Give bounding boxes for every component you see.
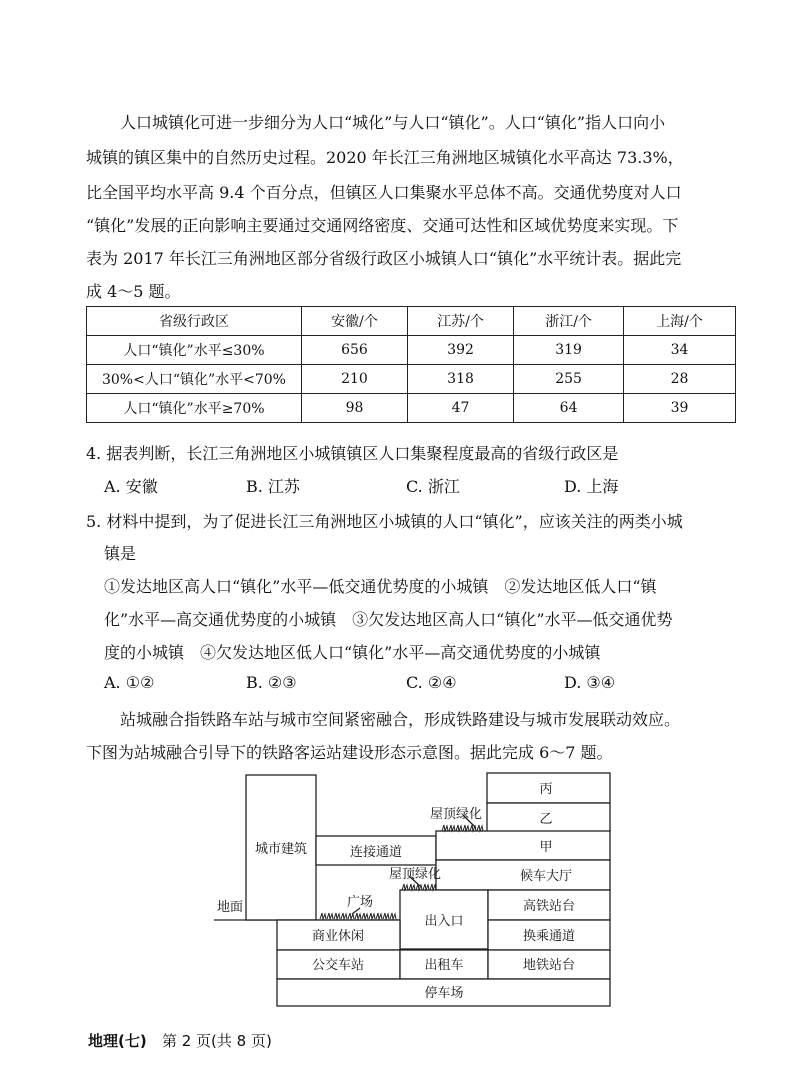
table-header: 安徽/个: [301, 307, 407, 336]
bing-label: 丙: [539, 782, 553, 797]
table-cell: 64: [514, 394, 624, 423]
table-cell: 318: [408, 365, 514, 394]
table-cell: 47: [408, 394, 514, 423]
option-a: A. ①②: [104, 673, 155, 692]
metro-label: 地铁站台: [522, 958, 576, 973]
option-a: A. 安徽: [104, 477, 158, 496]
text-line: “镇化”发展的正向影响主要通过交通网络密度、交通可达性和区域优势度来实现。下: [86, 216, 679, 235]
table-cell: 34: [624, 336, 736, 365]
page-footer: [88, 1030, 272, 1051]
commercial-label: 商业休闲: [311, 929, 365, 944]
option-b: B. 江苏: [246, 477, 300, 496]
roof-green-top-label: 屋顶绿化: [429, 807, 483, 822]
taxi-label: 出租车: [424, 958, 464, 973]
table-cell: 39: [624, 394, 736, 423]
question-stem: 4. 据表判断，长江三角洲地区小城镇镇区人口集聚程度最高的省级行政区是: [86, 444, 619, 463]
waiting-hall-label: 候车大厅: [519, 869, 573, 884]
roof-green-top-grass: [442, 825, 483, 831]
connector-label: 连接通道: [349, 845, 403, 860]
table-cell: 319: [514, 336, 624, 365]
hsr-platform-label: 高铁站台: [522, 899, 576, 914]
statement-line: 度的小城镇 ④欠发达地区低人口“镇化”水平—高交通优势度的小城镇: [104, 643, 601, 662]
text-line: 表为 2017 年长江三角洲地区部分省级行政区小城镇人口“镇化”水平统计表。据此完: [86, 249, 682, 268]
jia-box: [436, 831, 610, 860]
table-cell: 656: [301, 336, 407, 365]
table-cell: 392: [408, 336, 514, 365]
ground-label: 地面: [216, 900, 244, 915]
table-header: 浙江/个: [514, 307, 624, 336]
table-cell: 255: [514, 365, 624, 394]
city-building-label: 城市建筑: [254, 842, 308, 857]
parking-label: 停车场: [424, 986, 464, 1001]
subject-label: 地理(七): [88, 1032, 147, 1050]
text-line: 城镇的镇区集中的自然历史过程。2020 年长江三角洲地区城镇化水平高达 73.3%，: [86, 148, 684, 167]
table-cell: 210: [301, 365, 407, 394]
table-cell: 人口“镇化”水平≤30%: [87, 336, 302, 365]
text-line: 成 4～5 题。: [86, 282, 181, 301]
text-line: 人口城镇化可进一步细分为人口“城化”与人口“镇化”。人口“镇化”指人口向小: [120, 113, 666, 132]
option-d: D. ③④: [564, 673, 616, 692]
table-cell: 28: [624, 365, 736, 394]
yi-label: 乙: [539, 812, 553, 827]
option-b: B. ②③: [246, 673, 297, 692]
text-line: 比全国平均水平高 9.4 个百分点，但镇区人口集聚水平总体不高。交通优势度对人口: [86, 183, 682, 202]
question-stem: 镇是: [104, 544, 137, 563]
text-line: 站城融合指铁路车站与城市空间紧密融合，形成铁路建设与城市发展联动效应。: [120, 710, 681, 729]
option-c: C. 浙江: [406, 477, 460, 496]
table-cell: 98: [301, 394, 407, 423]
table-header: 江苏/个: [408, 307, 514, 336]
bus-label: 公交车站: [311, 958, 365, 973]
table-header: 上海/个: [624, 307, 736, 336]
question-stem: 5. 材料中提到，为了促进长江三角洲地区小城镇的人口“镇化”，应该关注的两类小城: [86, 512, 683, 531]
option-c: C. ②④: [406, 673, 457, 692]
roof-green-mid-label: 屋顶绿化: [388, 867, 442, 882]
page-number: 第 2 页(共 8 页): [161, 1032, 272, 1050]
option-d: D. 上海: [564, 477, 619, 496]
entrance-label: 出入口: [424, 914, 464, 929]
jia-label: 甲: [539, 840, 553, 855]
statement-line: 化”水平—高交通优势度的小城镇 ③欠发达地区高人口“镇化”水平—低交通优势: [104, 610, 673, 629]
plaza-grass: [320, 913, 396, 919]
table-cell: 人口“镇化”水平≥70%: [87, 394, 302, 423]
table-cell: 30%<人口“镇化”水平<70%: [87, 365, 302, 394]
statement-line: ①发达地区高人口“镇化”水平—低交通优势度的小城镇 ②发达地区低人口“镇: [104, 577, 657, 596]
text-line: 下图为站城融合引导下的铁路客运站建设形态示意图。据此完成 6～7 题。: [86, 743, 613, 762]
plaza-label: 广场: [346, 895, 374, 910]
table-header: 省级行政区: [87, 307, 302, 336]
transfer-label: 换乘通道: [522, 929, 576, 944]
